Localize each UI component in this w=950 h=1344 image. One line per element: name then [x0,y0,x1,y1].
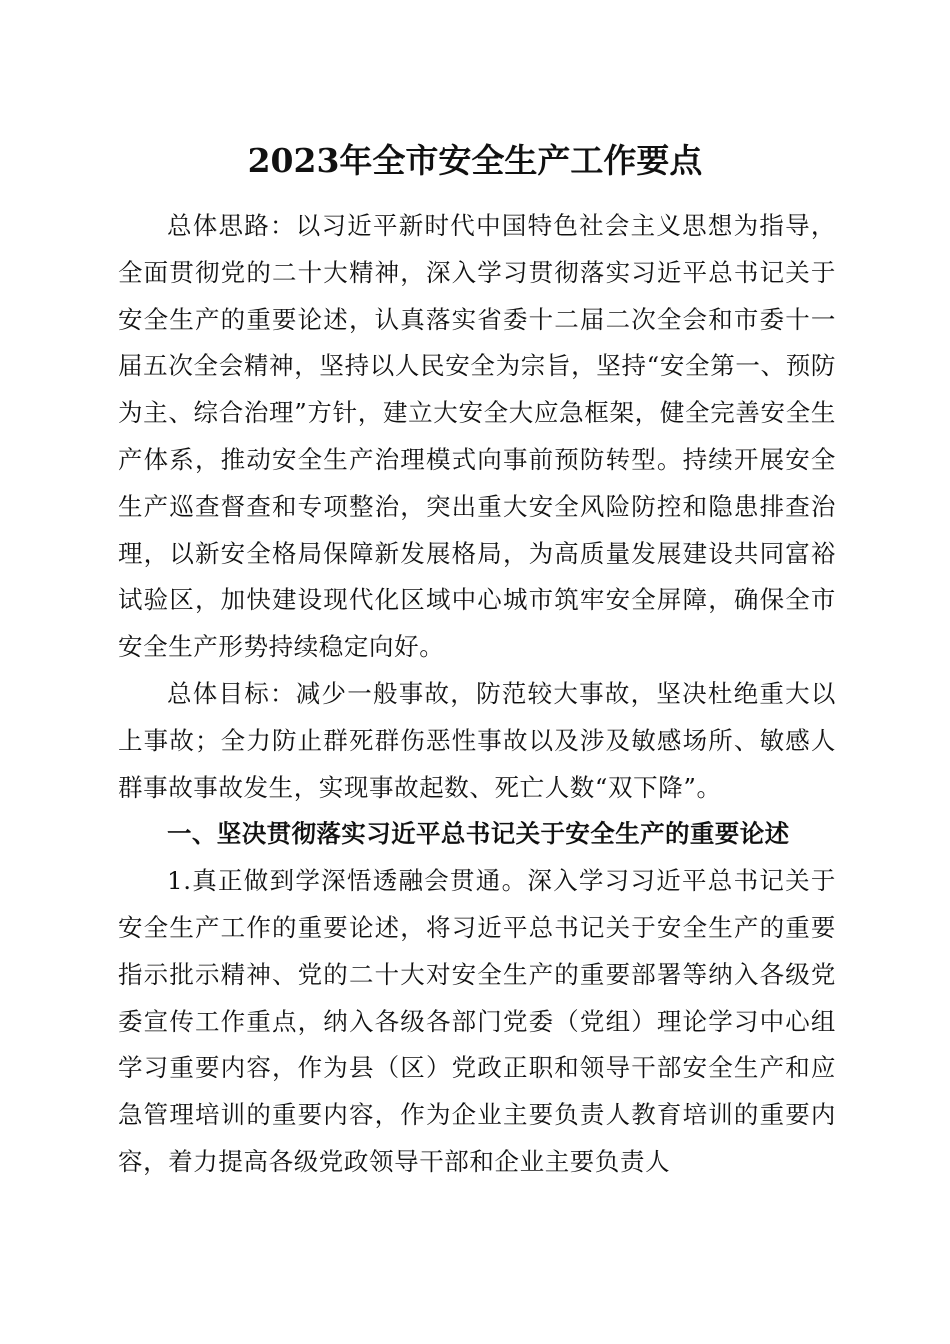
overall-approach-paragraph: 总体思路：以习近平新时代中国特色社会主义思想为指导，全面贯彻党的二十大精神，深入学习贯彻落实习近平总书记关于安全生产的重要论述，认真落实省委十二届二次全会和市委十一届五次全会精神，坚持以人民安全为宗旨，坚持“安全第一、预防为主、综合治理”方针，建立大安全大应急框架，健全完善安全生产体系，推动安全生产治理模式向事前预防转型。持续开展安全生产巡查督查和专项整治，突出重大安全风险防控和隐患排查治理，以新安全格局保障新发展格局，为高质量发展建设共同富裕试验区，加快建设现代化区域中心城市筑牢安全屏障，确保全市安全生产形势持续稳定向好。 [118,211,836,662]
section-1-heading: 一、坚决贯彻落实习近平总书记关于安全生产的重要论述 [167,819,790,849]
section-1-item-1-paragraph: 1.真正做到学深悟透融会贯通。深入学习习近平总书记关于安全生产工作的重要论述，将习近平总书记关于安全生产的重要指示批示精神、党的二十大对安全生产的重要部署等纳入各级党委宣传工作重点，纳入各级各部门党委（党组）理论学习中心组学习重要内容，作为县（区）党政正职和领导干部安全生产和应急管理培训的重要内容，作为企业主要负责人教育培训的重要内容，着力提高各级党政领导干部和企业主要负责人 [118,866,836,1176]
overall-goal-paragraph: 总体目标：减少一般事故，防范较大事故，坚决杜绝重大以上事故；全力防止群死群伤恶性事故以及涉及敏感场所、敏感人群事故事故发生，实现事故起数、死亡人数“双下降”。 [118,678,836,802]
document-title: 2023年全市安全生产工作要点 [247,141,703,180]
document-body [118,203,836,1186]
